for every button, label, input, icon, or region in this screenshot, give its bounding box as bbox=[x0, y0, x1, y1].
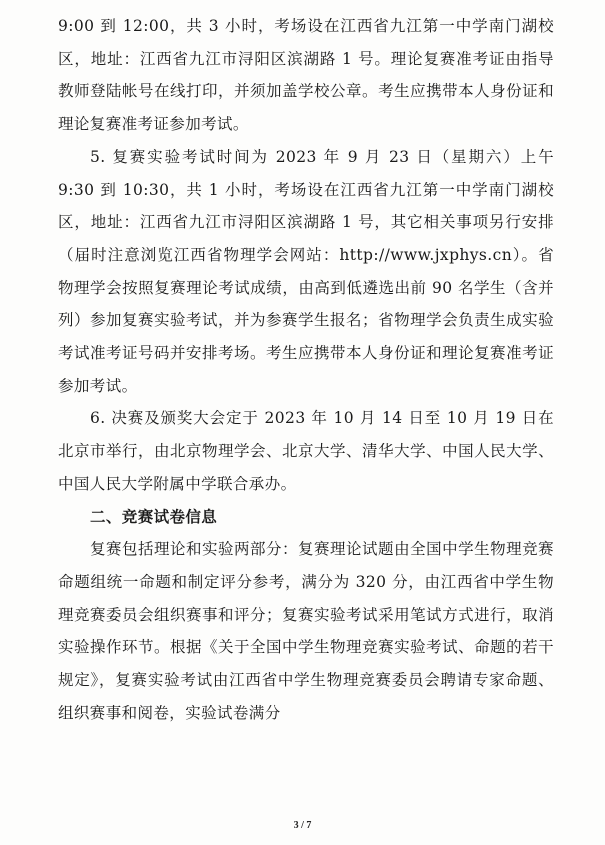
paragraph-continuation-item-4: 9:00 到 12:00，共 3 小时，考场设在江西省九江第一中学南门湖校区，地址：江西省九江市浔阳区滨湖路 1 号。理论复赛准考证由指导教师登陆帐号在线打印，并须加盖学校公章。考生应携带本人身份证和理论复赛准考证参加考试。 bbox=[58, 17, 554, 134]
page-number: 3 / 7 bbox=[293, 820, 312, 831]
paragraph-item-5: 5. 复赛实验考试时间为 2023 年 9 月 23 日（星期六）上午 9:30 到 10:30，共 1 小时，考场设在江西省九江第一中学南门湖校区，地址：江西省九江市浔阳区滨湖路 1 号，其它相关事项另行安排（届时注意浏览江西省物理学会网站：http://www.jxphys.cn）。省物理学会按照复赛理论考试成绩，由高到低遴选出前 90 名学生（含并列）参加复赛实验考试，并为参赛学生报名；省物理学会负责生成实验考试准考证号码并安排考场。考生应携带本人身份证和理论复赛准考证参加考试。 bbox=[58, 147, 554, 395]
section-heading: 二、竞赛试卷信息 bbox=[90, 507, 218, 526]
document-body bbox=[58, 10, 554, 729]
paragraph-item-6: 6. 决赛及颁奖大会定于 2023 年 10 月 14 日至 10 月 19 日在北京市举行，由北京物理学会、北京大学、清华大学、中国人民大学、中国人民大学附属中学联合承办。 bbox=[58, 409, 554, 493]
section-paragraph: 复赛包括理论和实验两部分：复赛理论试题由全国中学生物理竞赛命题组统一命题和制定评分参考，满分为 320 分，由江西省中学生物理竞赛委员会组织赛事和评分；复赛实验考试采用笔试方式进行，取消实验操作环节。根据《关于全国中学生物理竞赛实验考试、命题的若干规定》，复赛实验考试由江西省中学生物理竞赛委员会聘请专家命题、组织赛事和阅卷，实验试卷满分 bbox=[58, 540, 554, 722]
